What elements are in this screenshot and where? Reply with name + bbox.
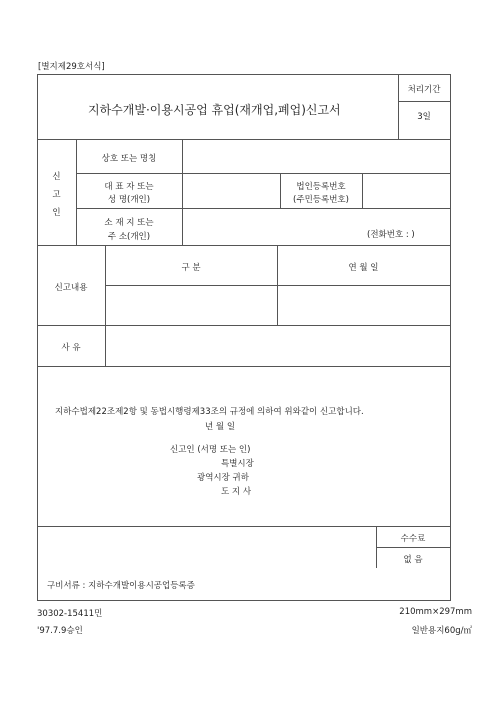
representative-label-line2: 성 명(개인) — [107, 195, 151, 205]
reporter-label-1: 신 — [52, 172, 61, 182]
form-code: 30302-15411민 — [37, 609, 103, 619]
fee-label: 수수료 — [400, 534, 426, 544]
phone-label: (전화번호 : ) — [367, 230, 415, 240]
processing-period-value: 3일 — [417, 112, 431, 122]
reason-label: 사 유 — [61, 343, 81, 353]
form-title: 지하수개발·이용시공업 휴업(재개업,폐업)신고서 — [88, 103, 341, 117]
reporter-label-3: 인 — [52, 208, 61, 218]
addressee-line3: 도 지 사 — [221, 487, 252, 497]
category-header: 구 분 — [181, 263, 201, 273]
reporter-label-2: 고 — [52, 190, 61, 200]
approval-date: '97.7.9승인 — [37, 626, 83, 636]
signature-line: 신고인 (서명 또는 인) — [170, 445, 251, 455]
date-line: 년 월 일 — [205, 422, 236, 432]
attachments-text: 구비서류 : 지하수개발이용시공업등록증 — [47, 581, 195, 591]
fee-value: 없 음 — [403, 555, 423, 565]
corp-reg-label-line1: 법인등록번호 — [296, 182, 346, 192]
statement-text: 지하수법제22조제2항 및 동법시행령제33조의 규정에 의하여 위와같이 신고합니다. — [55, 407, 364, 417]
paper-size: 210mm×297mm — [399, 607, 472, 617]
report-content-label: 신고내용 — [54, 283, 88, 293]
addressee-line1: 특별시장 — [221, 459, 254, 469]
address-label-line1: 소 재 지 또는 — [104, 218, 154, 228]
paper-type: 일반용지60g/㎡ — [411, 626, 472, 636]
representative-label-line1: 대 표 자 또는 — [104, 182, 154, 192]
form-number-label: [별지제29호서식] — [38, 62, 105, 72]
addressee-line2: 광역시장 귀하 — [197, 473, 249, 483]
business-name-label: 상호 또는 명칭 — [101, 154, 157, 164]
date-header: 연 월 일 — [348, 263, 379, 273]
address-label-line2: 주 소(개인) — [107, 232, 151, 242]
corp-reg-label-line2: (주민등록번호) — [293, 195, 349, 205]
processing-period-label: 처리기간 — [407, 85, 441, 95]
